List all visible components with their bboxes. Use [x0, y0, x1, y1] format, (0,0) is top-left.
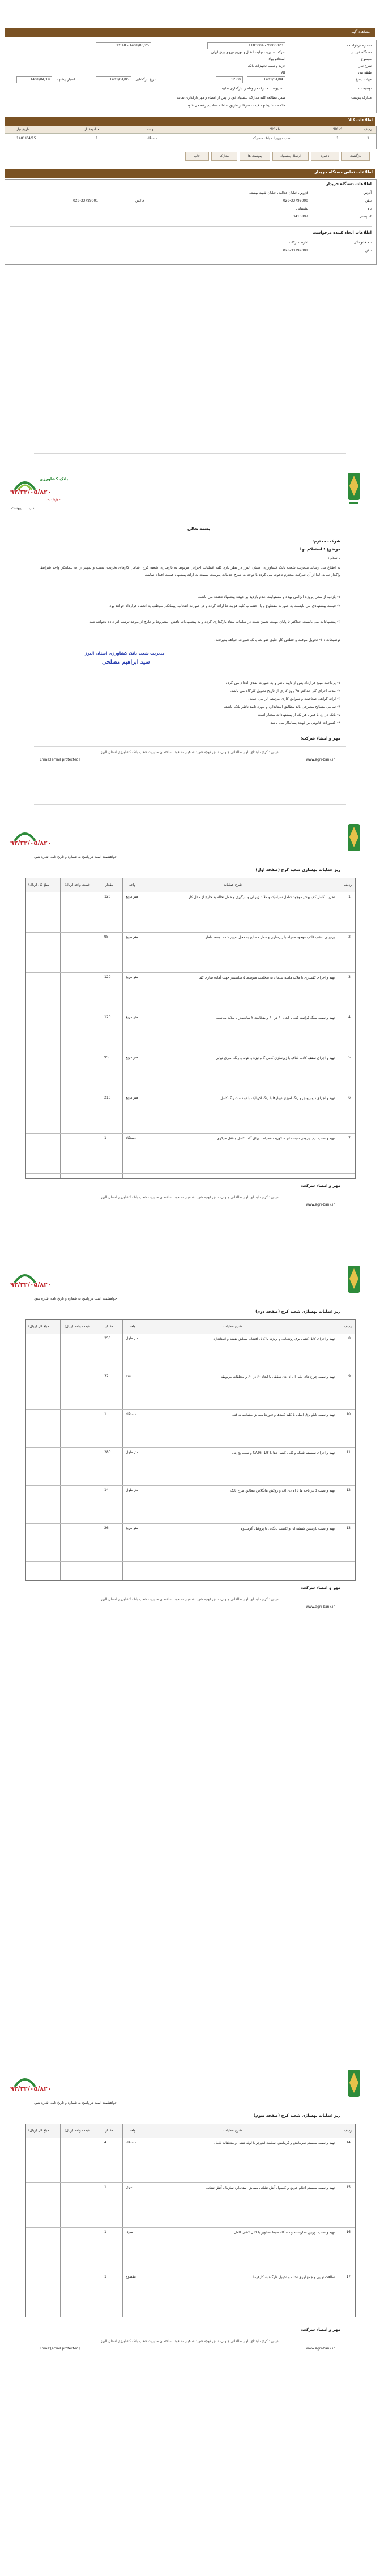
valid-date-field[interactable]: 1401/04/19	[16, 76, 52, 83]
stamp-label-4: مهر و امضاء شرکت:	[300, 2327, 340, 2332]
name-value: پشتیبانی	[296, 207, 308, 211]
deadline-date-field[interactable]: 1401/04/04	[247, 76, 285, 83]
row-quantity: 4	[104, 2141, 106, 2144]
letter-date: ۱۴۰۱/۳/۲۴	[45, 498, 61, 502]
open-date-label: تاریخ بازگشایی	[135, 78, 156, 82]
row-description: تخریب کامل کف پوش موجود شامل سرامیک و ملات زیر آن و بارگیری و حمل نخاله به خارج از محل کار	[188, 895, 335, 899]
letter-greeting: با سلام ؛	[328, 556, 340, 560]
th-total: مبلغ کل (ریال)	[28, 1325, 49, 1328]
extra-note: ملاحظات: پیشنهاد قیمت صرفا از طریق سامانه ستاد پذیرفته می شود	[187, 104, 285, 108]
buyer-org-label: دستگاه خریدار	[351, 50, 372, 54]
row-number: 6	[348, 1096, 351, 1100]
phone-value: 028-33799000	[283, 199, 308, 203]
col-header-name: نام کالا	[270, 127, 280, 131]
row-unit: متر مربع	[126, 975, 138, 979]
table-row	[26, 973, 355, 1013]
footer-web-2: www.agri-bank.ir	[306, 1203, 335, 1207]
table-title-3: ریز عملیات بهسازی شعبه کرج (صفحه سوم)	[253, 2113, 340, 2118]
description-label: توضیحات	[358, 87, 372, 91]
table-title-2: ریز عملیات بهسازی شعبه کرج (صفحه دوم)	[255, 1309, 340, 1314]
th-qty: مقدار	[105, 883, 113, 887]
row-description: تهیه و اجرای کفسازی با ملات ماسه سیمان به ضخامت متوسط ۵ سانتیمتر جهت آماده سازی کف	[198, 976, 335, 980]
row-description: تهیه و نصب پارتیشن شیشه ای و کابینت بایگانی با پروفیل آلومینیوم	[240, 1527, 335, 1531]
footer-email-2: Email:[email protected]	[40, 2347, 80, 2351]
th-desc: شرح عملیات	[223, 1325, 242, 1328]
save-button[interactable]: ذخیره	[311, 152, 339, 161]
row-description: تهیه و نصب چراغ های پنلی ال ای دی سقفی با ابعاد ۶۰ در ۶۰ و متعلقات مربوطه	[220, 1375, 335, 1379]
row-quantity: 120	[104, 895, 111, 899]
notes-item-1: ۱- پرداخت مبلغ قرارداد پس از تایید ناظر و به صورت نقدی انجام می گردد.	[224, 681, 340, 685]
letter-ref: ۹۲/۳۲/۰۵/۸۲۰	[10, 488, 52, 495]
table-title-1: ریز عملیات بهسازی شعبه کرج (صفحه اول)	[255, 868, 340, 872]
attachments-note: ضمن مطالعه کلیه مدارک، پیشنهاد خود را پس از امضاء و مهر بارگذاری نمایید	[177, 96, 285, 100]
print-button[interactable]: چاپ	[185, 152, 209, 161]
letter-body-3: ۲- قیمت پیشنهادی می بایست به صورت مقطوع و با احتساب کلیه هزینه ها ارائه گردد و در صورت انتخاب، پیمانکار موظف به انعقاد قرارداد خواهد بود.	[108, 604, 340, 608]
subject-label: موضوع	[361, 57, 372, 61]
th-row: ردیف	[344, 2129, 352, 2133]
row-unit: متر مربع	[126, 895, 138, 899]
stamp-label-1: مهر و امضاء شرکت:	[300, 736, 340, 741]
row-description: تهیه و نصب کانتر باجه ها با ام دی اف و روکش هایگلاس مطابق طرح بانک	[230, 1489, 335, 1493]
letter-ref: ۹۲/۳۲/۰۵/۸۲۰	[10, 839, 52, 847]
attachments-label: مدارک پیوست	[351, 96, 372, 100]
row-number: 2	[348, 935, 351, 939]
documents-button[interactable]: مدارک	[211, 152, 237, 161]
signer-name: سید ابراهیم مصلحی	[102, 659, 150, 665]
th-qty: مقدار	[105, 2129, 113, 2133]
letter-note: توضیحات : ۱- تحویل موقت و قطعی کار طبق ضوابط بانک صورت خواهد پذیرفت.	[214, 638, 340, 642]
deadline-time-field[interactable]: 12:00	[216, 76, 243, 83]
buyer-info-title: اطلاعات دستگاه خریدار	[326, 182, 372, 186]
row-unit: دستگاه	[126, 1136, 136, 1140]
th-desc: شرح عملیات	[223, 883, 242, 887]
row-quantity: 32	[104, 1374, 109, 1378]
row-unit: متر مربع	[126, 1526, 138, 1530]
row-number: 13	[346, 1526, 351, 1530]
reply-note: خواهشمند است در پاسخ به شماره و تاریخ نامه اشاره شود	[34, 2101, 117, 2105]
row-quantity: 1	[104, 2230, 106, 2234]
row-number: 7	[348, 1136, 351, 1140]
row-quantity: 350	[104, 1336, 111, 1340]
row-description: نظافت نهایی و جمع آوری نخاله و تحویل کارگاه به کارفرما	[253, 2275, 335, 2279]
table-row	[26, 2138, 355, 2183]
address-label: آدرس	[363, 191, 372, 195]
row-description: تهیه و نصب درب ورودی شیشه ای سکوریت همراه با یراق آلات کامل و قفل مرکزی	[216, 1137, 335, 1140]
org-name: بانک کشاورزی	[40, 477, 69, 481]
letter-heading: بسمه تعالی	[187, 527, 210, 531]
works-table-2	[25, 1319, 356, 1581]
row-quantity: 120	[104, 975, 111, 979]
row-number: 8	[348, 1336, 351, 1340]
row-unit: دستگاه	[126, 1412, 136, 1416]
request-form	[5, 40, 377, 113]
col-header-code: کد کالا	[332, 127, 342, 131]
works-table-3	[25, 2124, 356, 2317]
row-unit: دستگاه	[126, 2141, 136, 2144]
row-quantity: 95	[104, 1056, 109, 1060]
footer-address-2: آدرس : کرج - ابتدای بلوار طالقانی جنوبی، نبش کوچه شهید شاهین مسعود، ساختمان مدیریت شعب بانک کشاورزی استان البرز	[100, 1195, 280, 1199]
works-table-1	[25, 878, 356, 1179]
deadline-label: مهلت پاسخ	[355, 78, 372, 82]
row-description: تهیه و نصب دوربین مداربسته و دستگاه ضبط تصاویر با کابل کشی کامل	[234, 2231, 335, 2235]
item-row-date: 1401/04/15	[16, 136, 36, 140]
row-description: تهیه و نصب سیستم سرمایش و گرمایش اسپلیت اینورتر با لوله کشی و متعلقات کامل	[214, 2141, 335, 2145]
th-unit: واحد	[129, 883, 136, 887]
reply-note: خواهشمند است در پاسخ به شماره و تاریخ نامه اشاره شود	[34, 1297, 117, 1301]
row-number: 4	[348, 1015, 351, 1019]
row-description: برچیدن سقف کاذب موجود همراه با زیرسازی و حمل مصالح به محل تعیین شده توسط ناظر	[205, 935, 335, 939]
row-quantity: 1	[104, 2185, 106, 2189]
description-field[interactable]: به پیوست مدارک مربوطه را بارگذاری نمایید	[32, 86, 285, 92]
th-desc: شرح عملیات	[223, 2129, 242, 2133]
row-unit: مقطوع	[126, 2275, 136, 2279]
row-description: تهیه و نصب سنگ گرانیت کف با ابعاد ۶۰ در ۶۰ و ضخامت ۲ سانتیمتر با ملات مناسب	[216, 1016, 335, 1020]
row-quantity: 1	[104, 1412, 106, 1416]
creator-phone-value: 028-33799001	[283, 249, 308, 253]
notes-item-5: ۵- بانک در رد یا قبول هر یک از پیشنهادات مختار است.	[256, 712, 340, 717]
th-unit-price: قیمت واحد (ریال)	[65, 1325, 90, 1328]
letter-to: شرکت محترم:	[312, 539, 340, 544]
needs-label: شرح نیاز	[358, 64, 372, 68]
footer-address-4: آدرس : کرج - ابتدای بلوار طالقانی جنوبی، نبش کوچه شهید شاهین مسعود، ساختمان مدیریت شعب بانک کشاورزی استان البرز	[100, 2339, 280, 2343]
row-description: تهیه و اجرای کابل کشی برق روشنایی و پریزها با کابل افشان مطابق نقشه و استاندارد	[213, 1337, 335, 1341]
footer-web-4: www.agri-bank.ir	[306, 2347, 335, 2351]
row-quantity: 95	[104, 935, 109, 939]
request-date-field[interactable]: 1401/03/25 - 12:40	[96, 42, 151, 49]
row-number: 1	[348, 895, 351, 899]
letter-ref: ۹۲/۳۲/۰۵/۸۲۰	[10, 2085, 52, 2092]
table-row	[26, 1448, 355, 1486]
category-value: کالا	[280, 71, 285, 75]
row-quantity: 280	[104, 1450, 111, 1454]
fax-value: 028-33799001	[73, 199, 99, 203]
fax-label: فاکس	[135, 199, 144, 203]
row-quantity: 1	[104, 2275, 106, 2279]
row-number: 3	[348, 975, 351, 979]
table-row	[26, 1486, 355, 1524]
row-number: 12	[346, 1488, 351, 1492]
bank-emblem-icon	[346, 821, 362, 861]
table-row	[26, 1013, 355, 1053]
col-header-row: ردیف	[364, 127, 372, 131]
footer-address-3: آدرس : کرج - ابتدای بلوار طالقانی جنوبی، نبش کوچه شهید شاهین مسعود، ساختمان مدیریت شعب بانک کشاورزی استان البرز	[100, 1597, 280, 1601]
contact-title: اطلاعات تماس دستگاه خریدار	[5, 169, 375, 178]
item-row-unit: دستگاه	[147, 136, 157, 140]
item-row-name[interactable]: نصب تجهیزات بانک متحرک	[253, 136, 291, 140]
row-number: 9	[348, 1374, 351, 1378]
th-row: ردیف	[344, 1325, 352, 1328]
th-unit-price: قیمت واحد (ریال)	[65, 2129, 90, 2133]
contact-panel	[5, 179, 377, 265]
row-unit: متر مربع	[126, 1015, 138, 1019]
notes-item-2: ۲- مدت اجرای کار حداکثر ۴۵ روز کاری از تاریخ تحویل کارگاه می باشد.	[230, 689, 340, 693]
row-quantity: 120	[104, 1015, 111, 1019]
back-button[interactable]: بازگشت	[341, 152, 370, 161]
request-number-field[interactable]: 1103004570000023	[207, 42, 285, 49]
table-row	[26, 1134, 355, 1174]
open-date-field[interactable]: 1401/04/05	[96, 76, 131, 83]
attachments-button[interactable]: پیوست ها	[240, 152, 270, 161]
footer-email-1: Email:[email protected]	[40, 758, 80, 762]
table-row	[26, 933, 355, 973]
letter-body-4: ۳- پیشنهادات می بایست حداکثر تا پایان مهلت تعیین شده در سامانه ستاد بارگذاری گردد و به پیشنهادات ناقص، مشروط و خارج از موعد ترتیب اثر داده نخواهد شد.	[88, 620, 340, 624]
row-unit: متر طول	[126, 1450, 139, 1454]
attachment-label: پیوست	[11, 506, 22, 510]
send-offer-button[interactable]: ارسال پیشنهاد	[272, 152, 309, 161]
row-description: تهیه و نصب سیستم اعلام حریق و کپسول آتش نشانی مطابق استاندارد سازمان آتش نشانی	[206, 2186, 335, 2190]
col-header-unit: واحد	[147, 127, 153, 131]
row-unit: متر مربع	[126, 1096, 138, 1100]
stamp-label-2: مهر و امضاء شرکت:	[300, 1184, 340, 1188]
table-row	[26, 1334, 355, 1372]
table-row	[26, 1524, 355, 1562]
row-unit: متر مربع	[126, 935, 138, 939]
th-total: مبلغ کل (ریال)	[28, 2129, 49, 2133]
top-header-bar	[5, 28, 375, 37]
creator-name-label: نام خانوادگی	[353, 241, 372, 245]
table-row	[26, 2183, 355, 2228]
row-number: 14	[346, 2141, 351, 2144]
notes-item-6: ۶- کسورات قانونی بر عهده پیمانکار می باشد.	[269, 720, 340, 725]
th-row: ردیف	[344, 883, 352, 887]
row-description: تهیه و اجرای سیستم شبکه و کابل کشی دیتا با کابل CAT6 و نصب پچ پنل	[232, 1451, 335, 1455]
item-table	[5, 126, 377, 149]
table-row	[26, 1053, 355, 1093]
valid-label: اعتبار پیشنهاد	[56, 78, 75, 82]
col-header-qty: تعداد/مقدار	[84, 127, 101, 131]
table-row	[26, 892, 355, 933]
row-description: تهیه و اجرای دیوارپوش و رنگ آمیزی دیوارها با رنگ اکریلیک با دو دست رنگ کامل	[220, 1096, 335, 1100]
row-number: 10	[346, 1412, 351, 1416]
creator-phone-label: تلفن	[365, 249, 372, 253]
row-quantity: 1	[104, 1136, 106, 1140]
buyer-org-value: شرکت مدیریت تولید، انتقال و توزیع نیروی برق ایران	[211, 50, 285, 54]
row-number: 15	[346, 2185, 351, 2189]
signer-title: مدیریت شعب بانک کشاورزی استان البرز	[85, 651, 165, 656]
table-row	[26, 1410, 355, 1448]
row-number: 17	[346, 2275, 351, 2279]
item-row-qty: 1	[96, 136, 98, 140]
bank-emblem-icon	[346, 2067, 362, 2107]
subject-value: استعلام بهاء	[268, 57, 285, 61]
row-number: 5	[348, 1056, 351, 1060]
footer-web-1: www.agri-bank.ir	[306, 758, 335, 762]
table-row	[26, 1372, 355, 1410]
th-total: مبلغ کل (ریال)	[28, 883, 49, 887]
table-row	[26, 2272, 355, 2317]
name-label: نام	[367, 207, 372, 211]
postal-value: 3413897	[293, 215, 308, 219]
category-label: طبقه بندی	[356, 71, 372, 75]
row-quantity: 14	[104, 1488, 109, 1492]
creator-info-title: اطلاعات ایجاد کننده درخواست	[312, 230, 372, 235]
row-unit: عدد	[126, 1374, 131, 1378]
table-row	[26, 1093, 355, 1134]
row-unit: متر طول	[126, 1336, 139, 1340]
letter-body-2: ۱- بازدید از محل پروژه الزامی بوده و مسئولیت عدم بازدید بر عهده پیشنهاد دهنده می باشد.	[198, 595, 340, 599]
letter-subject: موضوع : استعلام بها	[300, 547, 340, 552]
bank-emblem-icon	[346, 1263, 362, 1302]
row-description: تهیه و نصب تابلو برق اصلی با کلیه کلیدها و فیوزها مطابق مشخصات فنی	[232, 1413, 335, 1417]
action-buttons	[5, 152, 375, 161]
row-number: 11	[346, 1450, 351, 1454]
row-unit: متر مربع	[126, 1056, 138, 1060]
row-unit: سری	[126, 2185, 134, 2189]
notes-item-4: ۴- تمامی مصالح مصرفی باید مطابق استاندارد و مورد تایید ناظر بانک باشد.	[224, 704, 340, 709]
row-quantity: 26	[104, 1526, 109, 1530]
phone-label: تلفن	[365, 199, 372, 203]
th-unit: واحد	[129, 1325, 136, 1328]
tab-view-announcement[interactable]: مشاهده آگهی	[350, 30, 370, 34]
th-unit: واحد	[129, 2129, 136, 2133]
notes-item-3: ۳- ارائه گواهی صلاحیت و سوابق کاری مرتبط الزامی است.	[248, 697, 340, 701]
item-table-title: اطلاعات کالا	[5, 117, 375, 126]
item-row-number: 1	[367, 136, 369, 140]
footer-address-1: آدرس : کرج - ابتدای بلوار طالقانی جنوبی، نبش کوچه شهید شاهین مسعود، ساختمان مدیریت شعب بانک کشاورزی استان البرز	[100, 750, 280, 754]
th-unit-price: قیمت واحد (ریال)	[65, 883, 90, 887]
table-row	[26, 2228, 355, 2272]
stamp-label-3: مهر و امضاء شرکت:	[300, 1586, 340, 1590]
request-number-label: شماره درخواست	[347, 44, 372, 48]
col-header-date: تاریخ نیاز	[16, 127, 29, 131]
letter-ref: ۹۲/۳۲/۰۵/۸۲۰	[10, 1281, 52, 1288]
address-value: قزوین، خیابان عدالت، خیابان شهید بهشتی	[249, 191, 308, 195]
th-qty: مقدار	[105, 1325, 113, 1328]
postal-label: کد پستی	[359, 215, 372, 219]
reply-note: خواهشمند است در پاسخ به شماره و تاریخ نامه اشاره شود	[34, 855, 117, 859]
footer-web-3: www.agri-bank.ir	[306, 1605, 335, 1609]
item-row-code: 1	[336, 136, 339, 140]
bank-emblem-icon	[346, 470, 362, 510]
row-unit: متر طول	[126, 1488, 139, 1492]
row-description: تهیه و اجرای سقف کاذب کناف با زیرسازی کامل گالوانیزه و بتونه و رنگ آمیزی نهایی	[215, 1056, 335, 1060]
row-quantity: 210	[104, 1096, 111, 1100]
letter-body-1: به اطلاع می رساند مدیریت شعب بانک کشاورزی استان البرز در نظر دارد کلیه عملیات اجرایی مربوط به بازسازی شعبه کرج، شامل کارهای تخریب، نصب و تجهیز را به پیمانکار واجد شرایط واگذار نماید. لذا از آن شرکت محترم دعوت می گردد با توجه به شرح خدمات پیوست نسبت به ارائه پیشنهاد قیمت اقدام نمایند.	[40, 565, 340, 577]
needs-value: خرید و نصب تجهیزات بانک	[247, 64, 285, 68]
attachment-value: ندارد	[28, 506, 36, 510]
row-unit: سری	[126, 2230, 134, 2234]
creator-name-value: اداره تدارکات	[289, 241, 308, 245]
row-number: 16	[346, 2230, 351, 2234]
